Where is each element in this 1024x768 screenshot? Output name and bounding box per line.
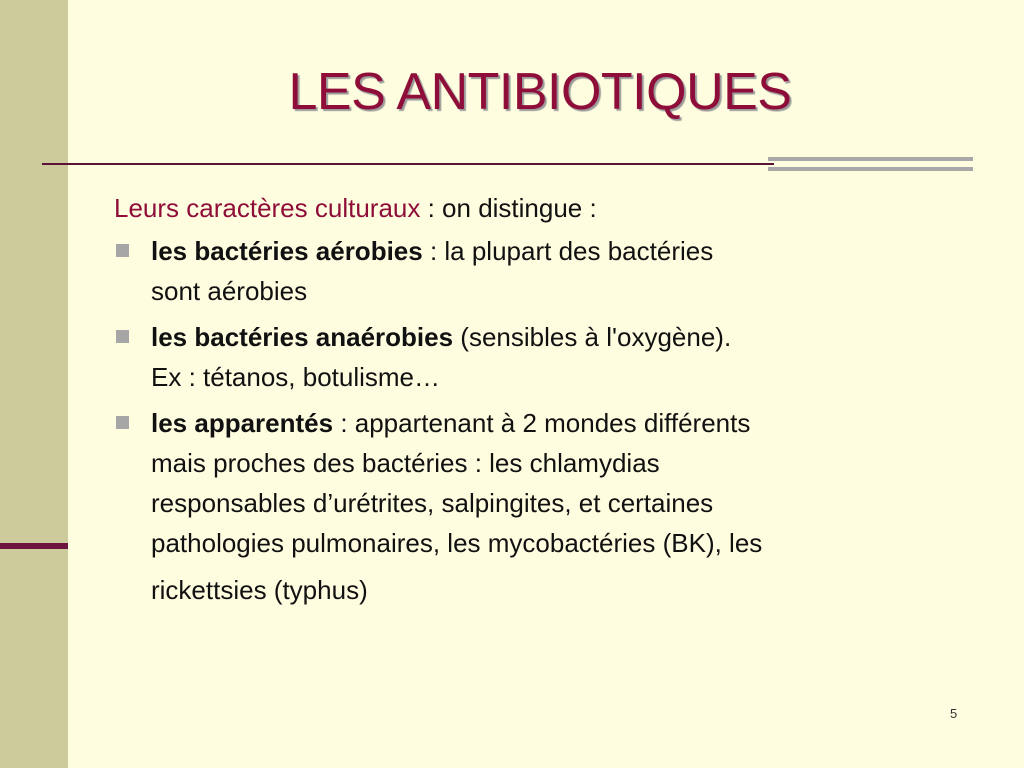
square-bullet-icon [116,416,129,429]
left-accent-rule [0,543,68,549]
bullet-list [114,231,974,617]
grey-bar [768,157,973,161]
left-decorative-band [0,0,68,768]
page-number: 5 [950,706,958,721]
bullet-text-line5: rickettsies (typhus) [151,575,368,605]
grey-bar [768,167,973,171]
bullet-text: (sensibles à l'oxygène). [453,322,732,352]
bullet-item-aerobies [114,231,974,311]
bullet-term: les apparentés [151,408,334,438]
bullet-text: : appartenant à 2 mondes différents [333,408,751,438]
bullet-text-line3: responsables d’urétrites, salpingites, et certaines [151,488,714,518]
decorative-grey-bars [768,157,973,177]
bullet-text-line2: mais proches des bactéries : les chlamydias [151,448,660,478]
slide-body [114,188,974,623]
bullet-term: les bactéries anaérobies [151,322,454,352]
bullet-text-line4: pathologies pulmonaires, les mycobactéries (BK), les [151,528,763,558]
bullet-item-apparentes [114,403,974,617]
bullet-text-continued: sont aérobies [151,276,308,306]
title-divider [42,163,774,165]
bullet-term: les bactéries aérobies [151,236,423,266]
bullet-item-anaerobies [114,317,974,397]
intro-line [114,188,974,228]
intro-lead: Leurs caractères culturaux [114,193,421,223]
intro-rest: : on distingue : [420,193,597,223]
slide-title: LES ANTIBIOTIQUES [288,63,792,121]
bullet-text-continued: Ex : tétanos, botulisme… [151,362,441,392]
square-bullet-icon [116,330,129,343]
square-bullet-icon [116,244,129,257]
bullet-text: : la plupart des bactéries [422,236,714,266]
